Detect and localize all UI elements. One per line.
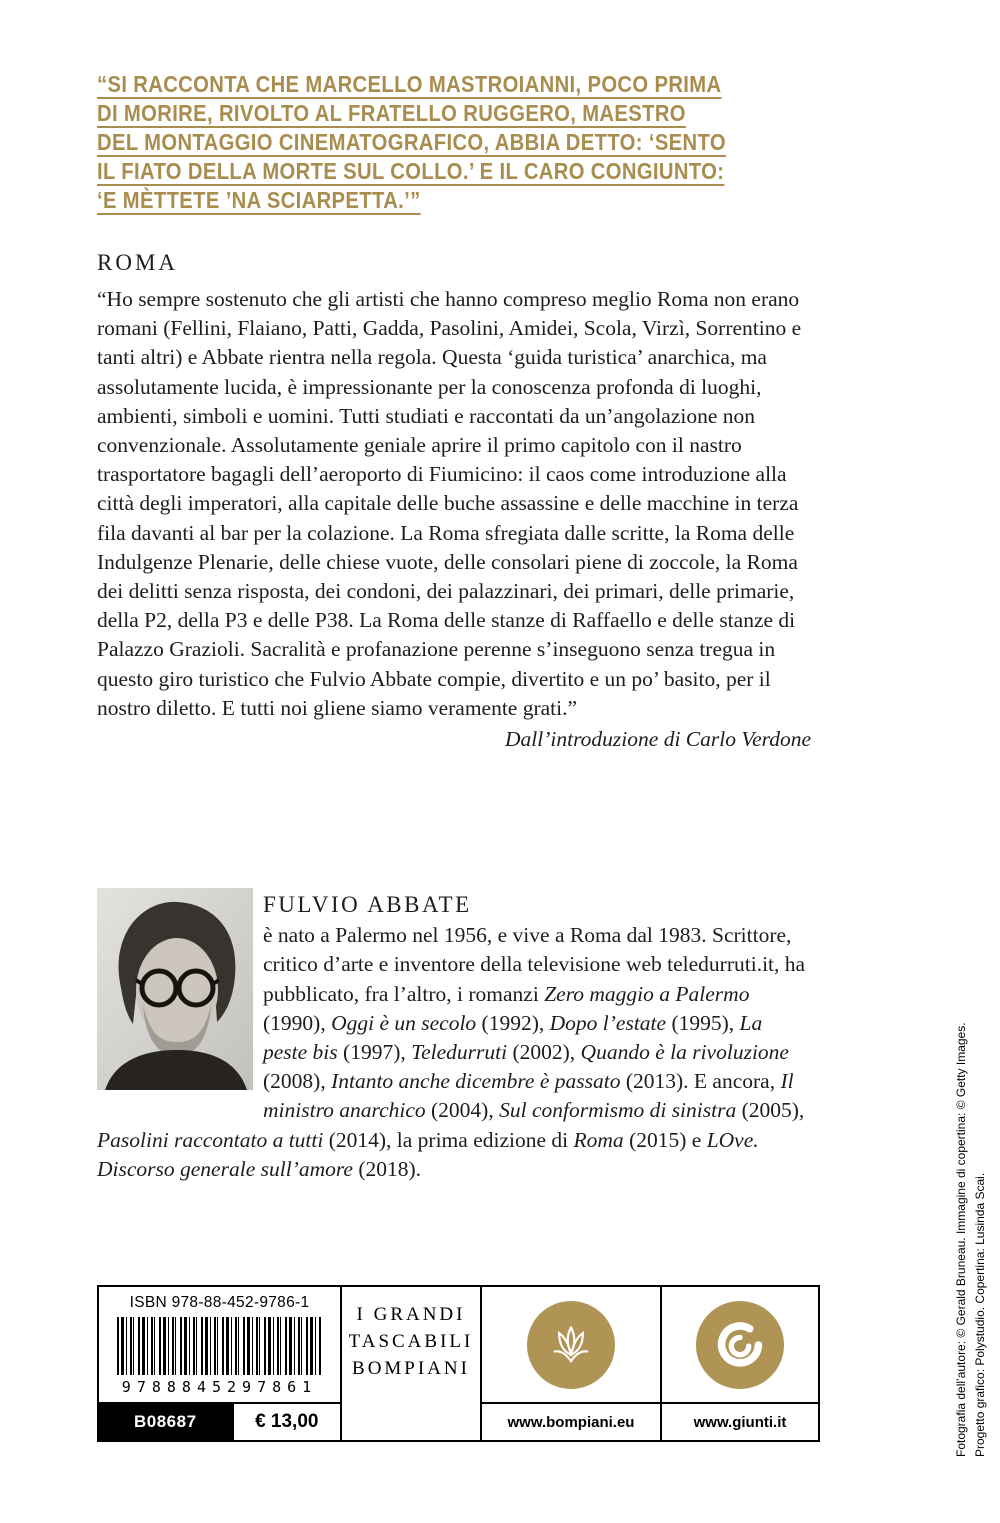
bio-segment: Intanto anche dicembre è passato [331,1069,621,1094]
bio-segment: (2018). [352,1156,422,1181]
giunti-logo [696,1301,784,1389]
bio-segment: La peste bis [263,1010,763,1065]
product-code: B08687 [99,1404,232,1440]
giunti-column [662,1287,818,1440]
author-photo [97,888,253,1090]
bio-segment: Teledurruti [411,1040,508,1065]
giunti-logo-area [662,1287,818,1402]
series-line: TASCABILI [348,1331,474,1352]
bio-segment: (2008), [263,1069,332,1094]
bompiani-column [482,1287,662,1440]
pull-quote-text: “SI RACCONTA CHE MARCELLO MASTROIANNI, POCO PRIMA [97,71,722,97]
pull-quote-text: DI MORIRE, RIVOLTO AL FRATELLO RUGGERO, MAESTRO [97,100,686,126]
review-paragraph: “Ho sempre sostenuto che gli artisti che hanno compreso meglio Roma non erano romani (Fellini, Flaiano, Patti, Gadda, Pasolini, Amidei, Scola, Virzì, Sorrentino e tanti altri) e Abbate rientra nella regola. Questa ‘guida turistica’ anarchica, ma assolutamente lucida, è impressionante per la conoscenza profonda di luoghi, ambienti, simboli e uomini. Tutti studiati e raccontati da un’angolazione non convenzionale. Assolutamente geniale aprire il primo capitolo con il nastro trasportatore bagagli dell’aeroporto di Fiumicino: il caos come introduzione alla città degli imperatori, alla capitale delle buche assassine e delle macchine in terza fila davanti al bar per la colazione. La Roma sfregiata dalle scritte, la Roma delle Indulgenze Plenarie, delle chiese vuote, delle consolari piene di zoccole, la Roma dei delitti senza risposta, dei condoni, dei palazzinari, dei primari, delle primarie, della P2, della P3 e delle P38. La Roma delle stanze di Raffaello e delle stanze di Palazzo Grazioli. Sacralità e profanazione perenne s’inseguono senza tregua in questo giro turistico che Fulvio Abbate compie, divertito e un po’ basito, per il nostro diletto. E tutti noi gliene siamo veramente grati.” [97,287,802,720]
bio-segment: (1995), [666,1010,740,1035]
pull-quote-line [97,99,726,128]
review-section [97,250,811,754]
bio-segment: (1997), [337,1040,412,1065]
bio-segment: Zero maggio a Palermo [544,981,750,1006]
bompiani-flower-icon [545,1319,597,1371]
pull-quote-text: IL FIATO DELLA MORTE SUL COLLO.’ E IL CARO CONGIUNTO: [97,158,725,184]
pull-quote-line [97,128,726,157]
review-attribution: Dall’introduzione di Carlo Verdone [505,727,811,752]
bompiani-logo [527,1301,615,1389]
series-column [342,1287,482,1440]
bio-segment: Sul conformismo di sinistra [499,1098,737,1123]
barcode-number: 9788845297861 [121,1378,318,1396]
isbn-area [99,1287,340,1402]
pull-quote-text: ‘E MÈTTETE ’NA SCIARPETTA.’” [97,187,421,213]
bio-segment: (2014), la prima edizione di [323,1127,574,1152]
review-heading: ROMA [97,250,179,275]
bompiani-logo-area [482,1287,660,1402]
isbn-label: ISBN 978-88-452-9786-1 [129,1294,310,1311]
bio-segment: (2002), [507,1040,581,1065]
price: € 13,00 [232,1404,340,1440]
author-name: FULVIO ABBATE [263,892,472,917]
photo-credits-line: Fotografia dell’autore: © Gerald Bruneau. Immagine di copertina: © Getty Images. [954,1022,968,1457]
bio-segment: Oggi è un secolo [331,1010,477,1035]
bio-segment: (2004), [425,1098,500,1123]
barcode [117,1317,322,1375]
bio-segment: (1990), [263,1010,332,1035]
bio-segment: Roma [573,1127,624,1152]
bio-segment: Quando è la rivoluzione [580,1040,789,1065]
bompiani-url: www.bompiani.eu [482,1402,660,1440]
bio-segment: (1992), [476,1010,550,1035]
pull-quote-line [97,186,726,215]
bio-segment: (2005), [736,1098,805,1123]
bio-segment: Pasolini raccontato a tutti [97,1127,324,1152]
isbn-bottom-row [99,1402,340,1440]
bio-segment: Dopo l’estate [549,1010,667,1035]
author-portrait-illustration [97,888,253,1090]
giunti-url: www.giunti.it [662,1402,818,1440]
pull-quote-line [97,70,726,99]
footer-box [97,1285,820,1442]
photo-credits [952,1022,990,1457]
giunti-swirl-icon [714,1319,766,1371]
pull-quote-line [97,157,726,186]
bio-segment: è nato a Palermo nel 1956, e vive a Roma dal 1983. Scrittore, critico d’arte e inventore della televisione web teledurruti.it, ha pubblicato, fra l’altro, i romanzi [263,923,806,1006]
series-line: I GRANDI [356,1304,466,1325]
bio-segment: (2015) e [623,1127,707,1152]
pull-quote [97,70,726,215]
author-section [97,884,811,1184]
bio-segment: (2013). E ancora, [620,1069,781,1094]
bio-segment: Il ministro anarchico [263,1069,794,1123]
isbn-column [99,1287,342,1440]
photo-credits-line: Progetto grafico: Polystudio. Copertina: Lusinda Scai. [973,1172,987,1457]
bio-segment: LOve. Discorso generale sull’amore [97,1127,759,1181]
series-line: BOMPIANI [352,1358,470,1379]
pull-quote-text: DEL MONTAGGIO CINEMATOGRAFICO, ABBIA DETTO: ‘SENTO [97,129,726,155]
